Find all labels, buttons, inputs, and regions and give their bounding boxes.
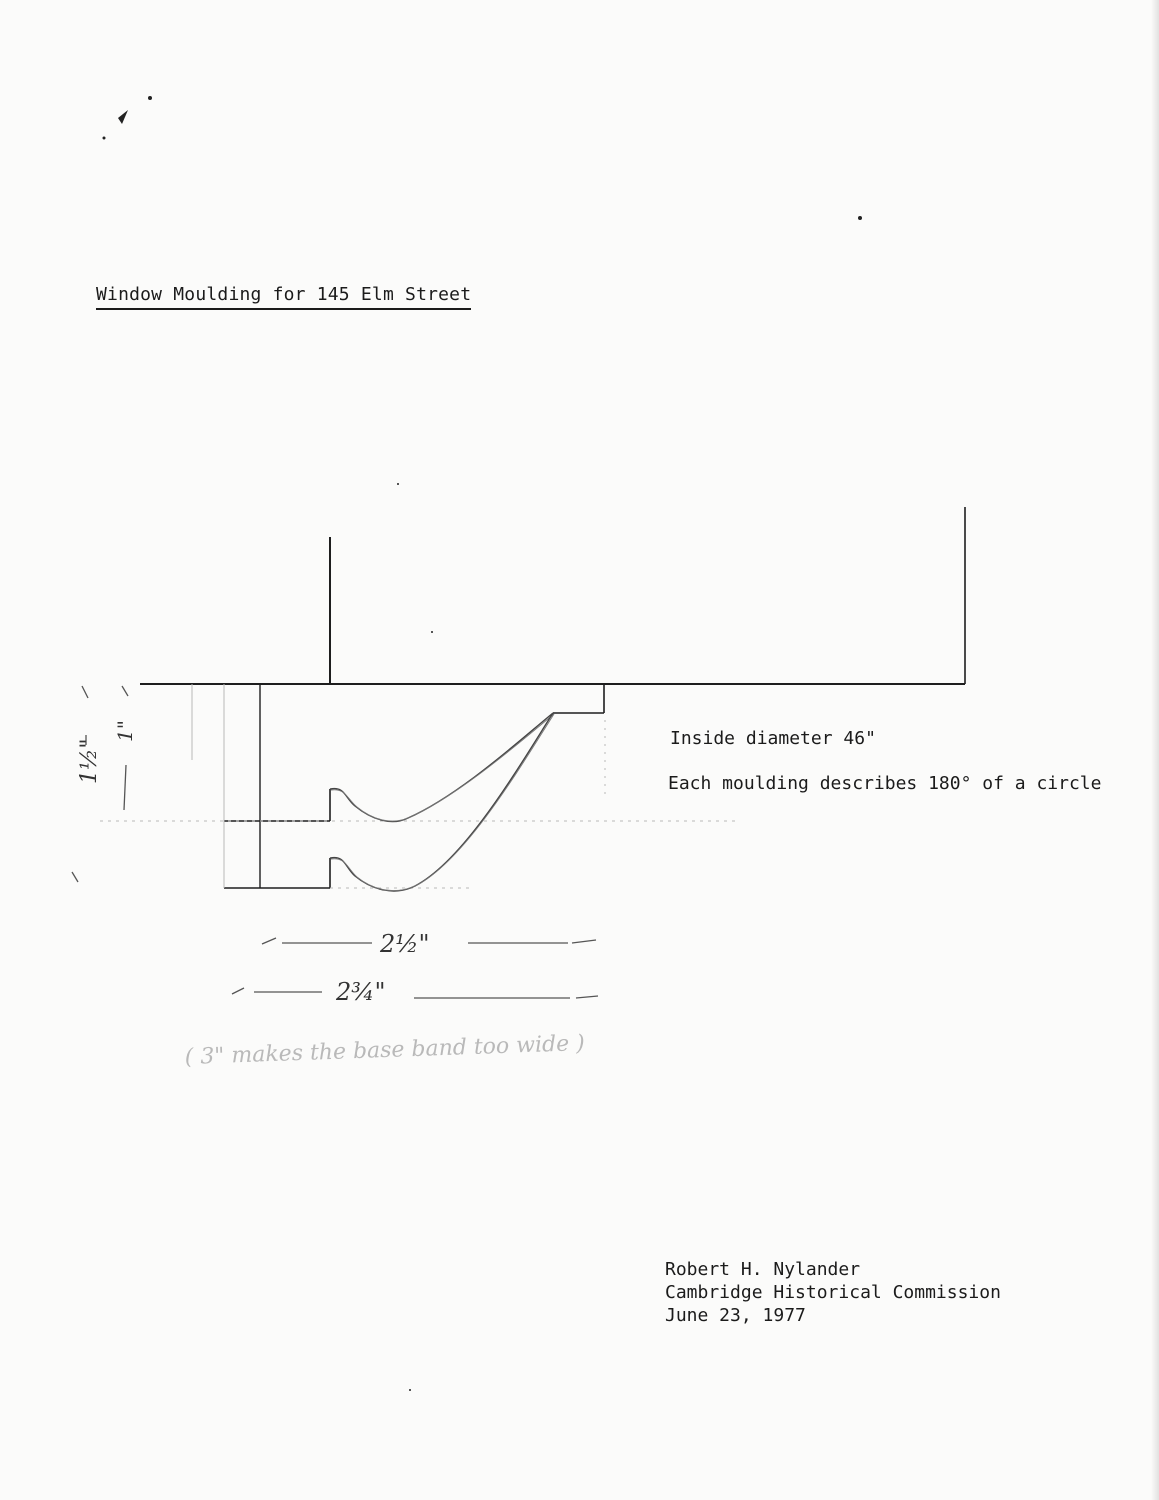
overall-height-label: 1½" <box>77 738 102 784</box>
moulding-curves <box>330 713 554 891</box>
dimension-marks <box>72 686 598 998</box>
pencil-note: ( 3" makes the base band too wide ) <box>184 1031 586 1070</box>
profile-lines <box>140 507 965 888</box>
author-organization: Cambridge Historical Commission <box>665 1282 1001 1303</box>
construction-lines <box>100 684 740 888</box>
document-title: Window Moulding for 145 Elm Street <box>96 284 471 310</box>
author-name: Robert H. Nylander <box>665 1259 861 1280</box>
upper-height-label: 1" <box>113 720 137 742</box>
document-date: June 23, 1977 <box>665 1305 806 1326</box>
circle-description-note: Each moulding describes 180° of a circle <box>668 773 1102 794</box>
inside-diameter-note: Inside diameter 46" <box>670 728 876 749</box>
scan-edge-shadow <box>1151 0 1159 1500</box>
width-2-1-2-label: 2½" <box>380 930 430 958</box>
signature-block <box>665 1258 1001 1327</box>
width-2-3-4-label: 2¾" <box>336 978 386 1006</box>
